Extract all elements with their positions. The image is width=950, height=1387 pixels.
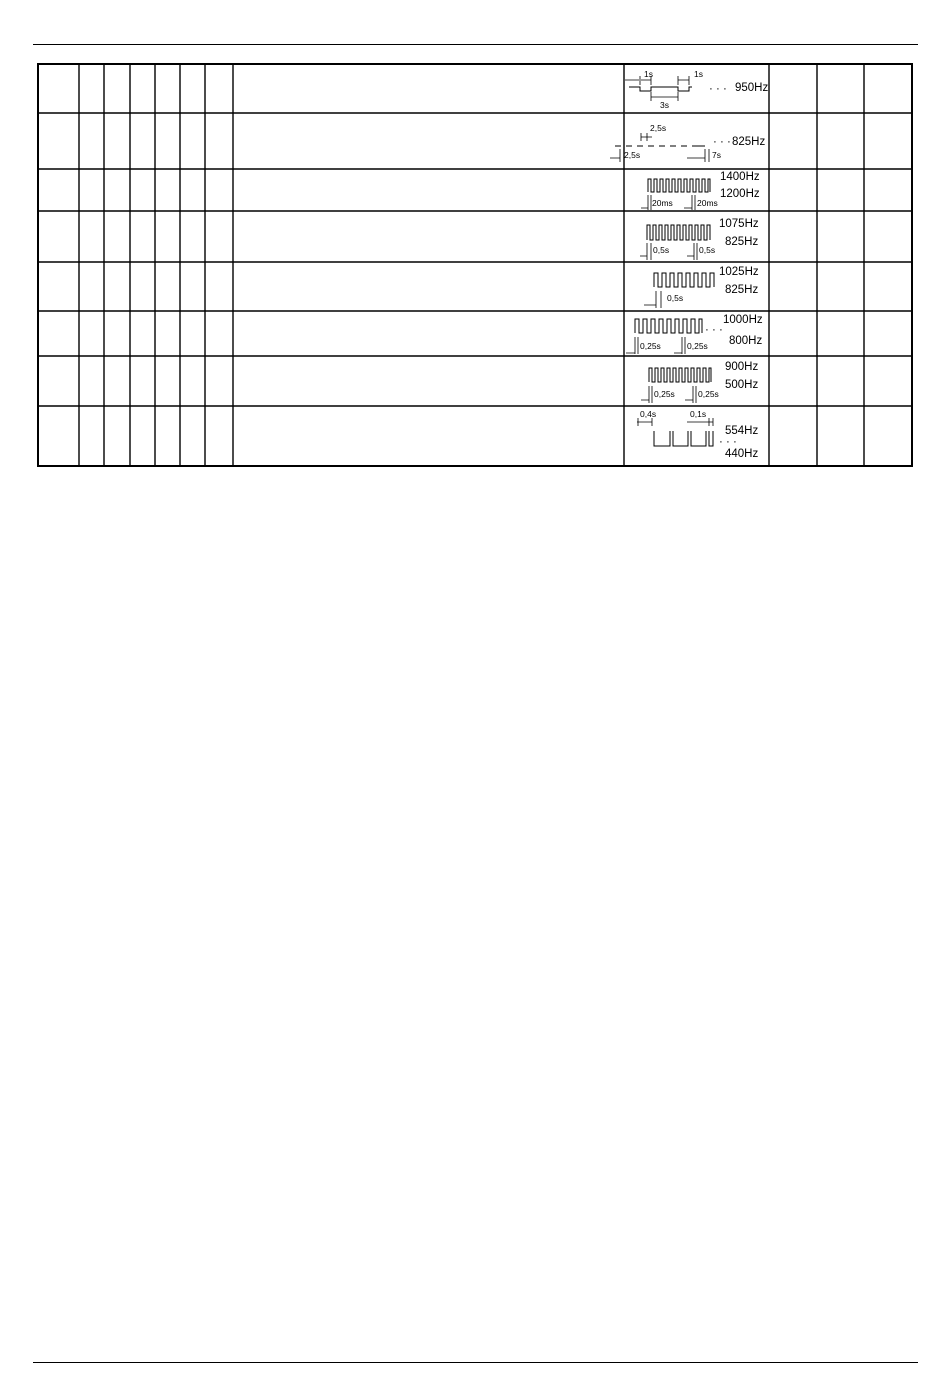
- waveform-diagram: [644, 266, 759, 308]
- footer-rule: [33, 1362, 918, 1363]
- frequency-label: 1075Hz: [719, 218, 759, 230]
- frequency-label: 1025Hz: [719, 266, 759, 278]
- frequency-label: 500Hz: [725, 379, 759, 391]
- frequency-label: 554Hz: [725, 425, 759, 437]
- dimension-label: 0,5s: [699, 245, 716, 255]
- dimension-label: 2,5s: [650, 123, 667, 133]
- frequency-label: 1000Hz: [723, 314, 763, 326]
- frequency-label: 950Hz: [735, 82, 769, 94]
- dimension-label: 0,5s: [667, 293, 684, 303]
- dimension-label: 0,5s: [653, 245, 670, 255]
- header-rule: [33, 44, 918, 45]
- dimension-label: 0,4s: [640, 409, 657, 419]
- frequency-label: 825Hz: [725, 236, 759, 248]
- tone-row-5: [644, 266, 759, 308]
- dimension-label: 2,5s: [624, 150, 641, 160]
- tone-row-6: [626, 314, 763, 354]
- waveform-diagram: [626, 314, 763, 354]
- dimension-label: 3s: [660, 100, 669, 110]
- dimension-label: 1s: [644, 69, 653, 79]
- waveform-diagram: [637, 409, 758, 460]
- waveform-diagram: [625, 69, 768, 110]
- tone-row-2: [610, 123, 765, 162]
- continuation-dots: · · ·: [709, 83, 727, 95]
- frequency-label: 825Hz: [725, 284, 759, 296]
- continuation-dots: · · ·: [713, 136, 731, 148]
- dimension-label: 20ms: [697, 198, 718, 208]
- tone-signal-table: [37, 63, 913, 467]
- dimension-label: 20ms: [652, 198, 673, 208]
- tone-row-7: [641, 361, 758, 403]
- frequency-label: 800Hz: [729, 335, 763, 347]
- dimension-label: 7s: [712, 150, 721, 160]
- frequency-label: 1200Hz: [720, 188, 760, 200]
- tone-row-1: [625, 69, 768, 110]
- dimension-label: 0,25s: [640, 341, 661, 351]
- dimension-label: 1s: [694, 69, 703, 79]
- dimension-label: 0,25s: [698, 389, 719, 399]
- frequency-label: 1400Hz: [720, 171, 760, 183]
- dimension-label: 0,25s: [687, 341, 708, 351]
- tone-row-3: [641, 171, 760, 210]
- tone-row-8: [637, 409, 758, 460]
- frequency-label: 440Hz: [725, 448, 759, 460]
- frequency-label: 825Hz: [732, 136, 766, 148]
- waveform-diagram: [610, 123, 765, 162]
- waveform-diagram: [641, 361, 758, 403]
- waveform-diagram: [640, 218, 759, 260]
- waveform-diagram: [641, 171, 760, 210]
- frequency-label: 900Hz: [725, 361, 759, 373]
- continuation-dots: · · ·: [705, 324, 723, 336]
- table-grid: [37, 63, 913, 467]
- dimension-label: 0,25s: [654, 389, 675, 399]
- tone-row-4: [640, 218, 759, 260]
- dimension-label: 0,1s: [690, 409, 707, 419]
- continuation-dots: · · ·: [719, 436, 737, 448]
